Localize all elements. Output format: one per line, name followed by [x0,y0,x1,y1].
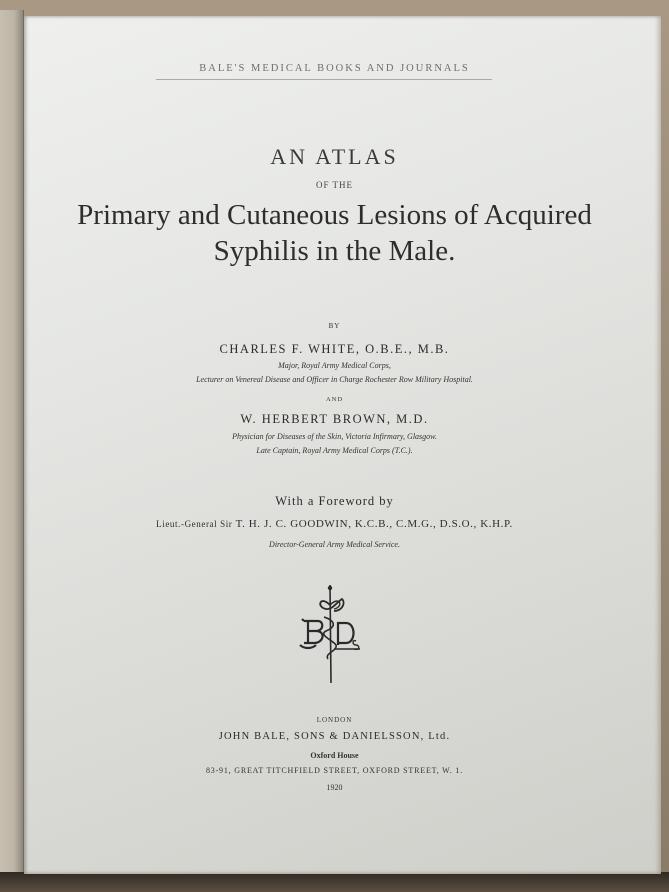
author-2-credential-1: Physician for Diseases of the Skin, Victoria Infirmary, Glasgow. [232,432,437,441]
series-underline-rule [156,79,492,80]
author-name-2: W. HERBERT BROWN, M.D. [240,412,429,426]
book-spine-edge [0,10,24,880]
imprint-address: 83-91, GREAT TITCHFIELD STREET, OXFORD STREET, W. 1. [205,766,463,775]
foreword-author-credentials: Director-General Army Medical Service. [269,540,400,549]
foreword-author [0,518,669,530]
author-2-credential-2: Late Captain, Royal Army Medical Corps (T.C.). [256,446,413,455]
foreword-author-rank: Lieut.-General Sir [156,519,233,529]
title-line-2: Syphilis in the Male. [213,235,456,267]
and-label: AND [325,396,344,403]
imprint-publisher: JOHN BALE, SONS & DANIELSSON, Ltd. [218,731,451,742]
title-connector: OF THE [315,180,354,190]
bottom-shadow [0,872,669,892]
caduceus-bsd-monogram-icon [298,583,362,685]
imprint-city: LONDON [316,716,353,724]
imprint-year: 1920 [326,783,343,792]
series-heading: BALE'S MEDICAL BOOKS AND JOURNALS [199,63,470,74]
foreword-author-name: T. H. J. C. GOODWIN, K.C.B., C.M.G., D.S.O., K.H.P. [235,518,513,530]
author-1-credential-2: Lecturer on Venereal Disease and Officer in Charge Rochester Row Military Hospital. [196,375,473,384]
author-1-credential-1: Major, Royal Army Medical Corps, [278,361,391,370]
author-name-1: CHARLES F. WHITE, O.B.E., M.B. [219,342,450,356]
by-label: BY [328,322,341,330]
title-line-1: Primary and Cutaneous Lesions of Acquired [77,199,592,231]
foreword-label: With a Foreword by [275,494,394,508]
title-prefix: AN ATLAS [270,144,399,169]
imprint-building: Oxford House [310,751,359,760]
